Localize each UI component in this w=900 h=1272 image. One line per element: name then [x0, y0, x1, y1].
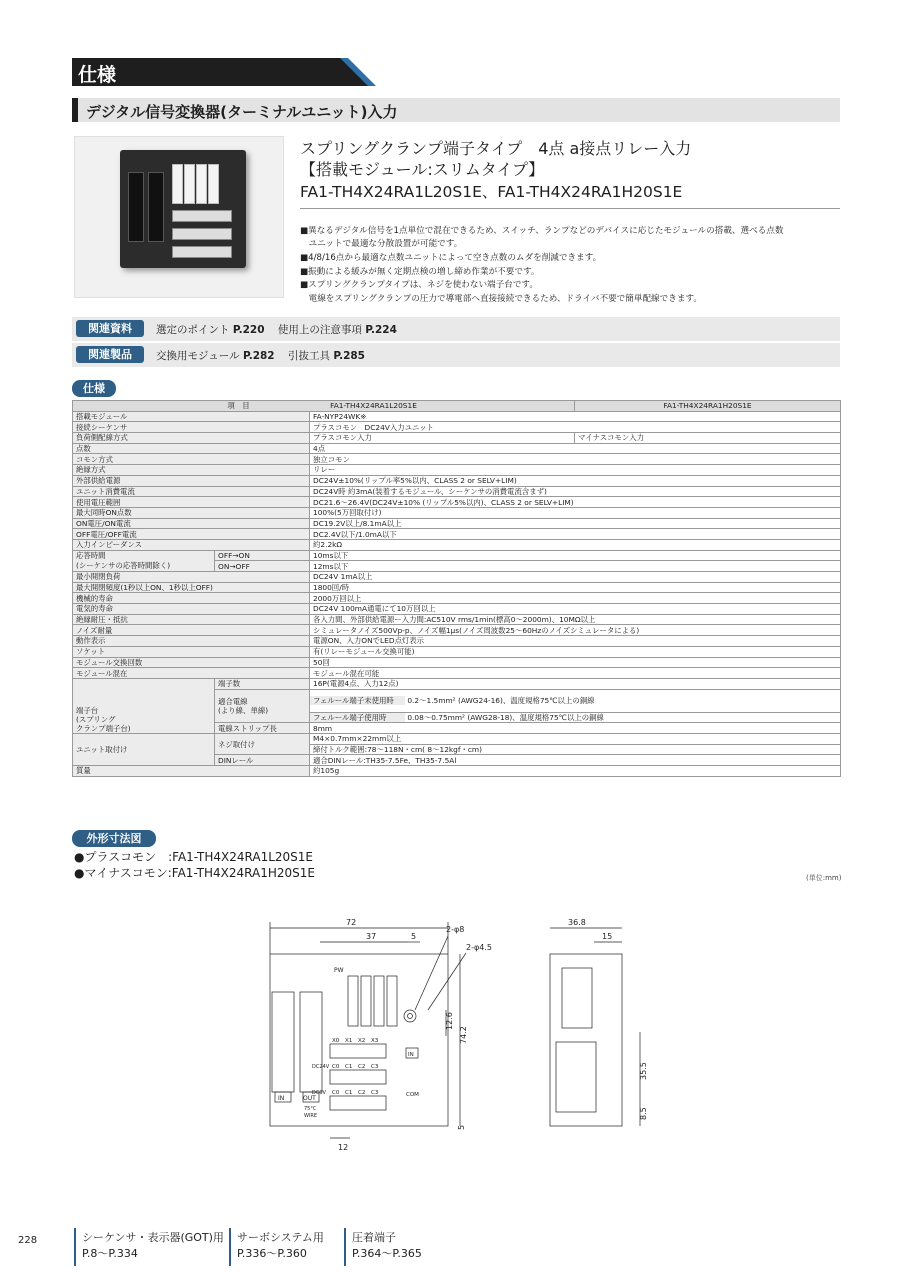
table-row: 応答時間 OFF→ON 10ms以下	[73, 550, 841, 561]
footer-divider	[229, 1228, 231, 1266]
table-row: 外部供給電源 DC24V±10%(リップル率5%以内、CLASS 2 or SELV+LIM)	[73, 475, 841, 486]
svg-text:15: 15	[602, 932, 613, 941]
table-row: 絶縁方式 リレー	[73, 465, 841, 476]
title-rule	[300, 208, 840, 209]
table-row: 電気的寿命 DC24V 100mA通電にて10万回以上	[73, 604, 841, 615]
svg-text:X3: X3	[371, 1038, 379, 1044]
page-title: 仕様	[78, 64, 117, 86]
svg-text:C3: C3	[371, 1064, 379, 1070]
svg-text:C3: C3	[371, 1090, 379, 1096]
section-title: デジタル信号変換器(ターミナルユニット)入力	[86, 103, 398, 121]
related-products-page1[interactable]: P.282	[242, 350, 275, 362]
svg-text:74.2: 74.2	[459, 1026, 468, 1044]
footer-divider	[344, 1228, 346, 1266]
feature-bullet: 電線をスプリングクランプの圧力で導電部へ直接接続できるため、ドライバ不要で簡単配線できます。	[300, 294, 702, 304]
related-docs-label2: 使用上の注意事項	[277, 324, 362, 336]
footer-item-pages[interactable]: P.336～P.360	[237, 1247, 307, 1260]
related-docs-page2[interactable]: P.224	[365, 324, 397, 336]
header-band	[72, 58, 372, 86]
connector-in-outline	[272, 992, 294, 1092]
table-row: ON電圧/ON電流 DC19.2V以上/8.1mA以上	[73, 518, 841, 529]
svg-text:IN: IN	[278, 1095, 285, 1102]
table-row: (シーケンサの応答時間除く) ON→OFF 12ms以下	[73, 561, 841, 572]
dim-text: 2-φ8	[446, 925, 465, 934]
table-row: 搭載モジュール FA-NYP24WK※	[73, 411, 841, 422]
table-row: 負荷側配線方式 プラスコモン入力 マイナスコモン入力	[73, 433, 841, 444]
footer-item-label[interactable]: 圧着端子	[352, 1231, 396, 1244]
table-row: 適合電線 (より線、単線) フェルール端子未使用時 0.2～1.5mm² (AWG24-16)、温度規格75℃以上の銅線	[73, 689, 841, 712]
table-row: OFF電圧/OFF電流 DC2.4V以下/1.0mA以下	[73, 529, 841, 540]
relay-module	[172, 164, 183, 204]
dims-model-minus: ●マイナスコモン:FA1-TH4X24RA1H20S1E	[74, 866, 315, 880]
related-products-label1: 交換用モジュール	[156, 350, 240, 362]
svg-text:5: 5	[457, 1124, 466, 1130]
svg-text:COM: COM	[406, 1092, 419, 1098]
dim-text: 72	[346, 918, 357, 927]
terminal-row	[172, 210, 232, 222]
related-docs-text	[156, 322, 397, 337]
feature-bullet: ■異なるデジタル信号を1点単位で混在できるため、スイッチ、ランプなどのデバイスに応じたモジュールの搭載、選べる点数	[300, 226, 784, 236]
related-docs-page1[interactable]: P.220	[232, 324, 265, 336]
table-row: ノイズ耐量 シミュレータノイズ500Vp-p、ノイズ幅1μs(ノイズ周波数25～60Hzのノイズシミュレータによる)	[73, 625, 841, 636]
svg-text:12: 12	[338, 1143, 349, 1152]
feature-bullet: ■4/8/16点から最適な点数ユニットによって空き点数のムダを削減できます。	[300, 253, 602, 263]
table-row: 使用電圧範囲 DC21.6～26.4V(DC24V±10% (リップル5%以内)、CLASS 2 or SELV+LIM)	[73, 497, 841, 508]
table-row: ユニット消費電流 DC24V時 約3mA(装着するモジュール、シーケンサの消費電流含まず)	[73, 486, 841, 497]
dim-text: 5	[411, 932, 417, 941]
page-number: 228	[18, 1235, 38, 1246]
related-products-page2[interactable]: P.285	[333, 350, 365, 362]
related-products-label2: 引抜工具	[287, 350, 330, 362]
svg-text:35.5: 35.5	[639, 1062, 648, 1080]
table-row: 電線ストリップ長 8mm	[73, 723, 841, 734]
terminal-block-group: 端子台 (スプリング クランプ端子台)	[73, 678, 215, 733]
table-row: 点数 4点	[73, 443, 841, 454]
table-row: モジュール混在 モジュール混在可能	[73, 668, 841, 679]
svg-text:DC0V: DC0V	[312, 1090, 326, 1096]
svg-text:IN: IN	[408, 1052, 414, 1058]
feature-bullet: ■スプリングクランプタイプは、ネジを使わない端子台です。	[300, 280, 538, 290]
table-row: 締付トルク範囲:78～118N・cm( 8～12kgf・cm)	[73, 744, 841, 755]
related-products-tag: 関連製品	[76, 346, 144, 363]
table-row: 最大開閉頻度(1秒以上ON、1秒以上OFF) 1800回/時	[73, 582, 841, 593]
dim-text: 2-φ4.5	[466, 943, 492, 952]
related-docs-label1: 選定のポイント	[156, 324, 230, 336]
relay-module	[196, 164, 207, 204]
related-products-text	[156, 348, 365, 363]
table-row: 最小開閉負荷 DC24V 1mA以上	[73, 572, 841, 583]
dimension-drawing	[250, 912, 670, 1162]
footer-divider	[74, 1228, 76, 1266]
product-title-line2: 【搭載モジュール:スリムタイプ】	[300, 160, 545, 179]
table-row: 絶縁耐圧・抵抗 各入力間、外部供給電源ー入力間:AC510V rms/1min(標高0～2000m)、10MΩ以上	[73, 614, 841, 625]
product-title-line1: スプリングクランプ端子タイプ 4点 a接点リレー入力	[300, 139, 692, 158]
svg-text:PW: PW	[334, 967, 344, 974]
table-row: 動作表示 電源ON、入力ONでLED点灯表示	[73, 636, 841, 647]
relay-module	[208, 164, 219, 204]
section-heading-marker	[72, 98, 78, 122]
svg-text:12.6: 12.6	[445, 1012, 454, 1030]
svg-text:8.5: 8.5	[639, 1107, 648, 1120]
table-row: 質量 約105g	[73, 765, 841, 776]
spec-table	[72, 400, 841, 777]
spec-col-item: 項 目 FA1-TH4X24RA1L20S1E	[73, 401, 575, 412]
footer-item-pages[interactable]: P.8～P.334	[82, 1247, 138, 1260]
dims-label: 外形寸法図	[72, 830, 156, 847]
dims-model-plus: ●プラスコモン :FA1-TH4X24RA1L20S1E	[74, 850, 313, 864]
table-row: 入力インピーダンス 約2.2kΩ	[73, 539, 841, 550]
connector-out	[148, 172, 164, 242]
feature-bullet: ユニットで最適な分散設置が可能です。	[300, 239, 463, 249]
terminal-row	[172, 246, 232, 258]
spec-header-row	[73, 401, 841, 412]
table-row: 端子台 (スプリング クランプ端子台) 端子数 16P(電源4点、入力12点)	[73, 678, 841, 689]
svg-text:X0: X0	[332, 1038, 340, 1044]
svg-text:75°C: 75°C	[304, 1106, 317, 1112]
svg-text:C0: C0	[332, 1064, 340, 1070]
table-row: コモン方式 独立コモン	[73, 454, 841, 465]
svg-text:C2: C2	[358, 1090, 366, 1096]
connector-out-outline	[300, 992, 322, 1092]
dim-text: 37	[366, 932, 377, 941]
svg-text:WIRE: WIRE	[304, 1113, 318, 1119]
svg-text:X2: X2	[358, 1038, 366, 1044]
side-outline	[550, 954, 622, 1126]
footer-item-pages[interactable]: P.364～P.365	[352, 1247, 422, 1260]
relay-module	[184, 164, 195, 204]
table-row: DINレール 適合DINレール:TH35-7.5Fe、TH35-7.5Al	[73, 755, 841, 766]
spec-col-b: FA1-TH4X24RA1H20S1E	[575, 401, 841, 412]
footer-item-label[interactable]: サーボシステム用	[237, 1231, 324, 1244]
terminal-row	[172, 228, 232, 240]
table-row: 接続シーケンサ プラスコモン DC24V入力ユニット	[73, 422, 841, 433]
unit-note: (単位:mm)	[806, 874, 842, 882]
feature-bullet: ■振動による緩みが無く定期点検の増し締め作業が不要です。	[300, 267, 540, 277]
footer-item-label[interactable]: シーケンサ・表示器(GOT)用	[82, 1231, 224, 1244]
svg-text:DC24V: DC24V	[312, 1064, 330, 1070]
svg-text:C2: C2	[358, 1064, 366, 1070]
svg-text:OUT: OUT	[303, 1095, 316, 1102]
table-row: ユニット取付け ネジ取付け M4×0.7mm×22mm以上	[73, 733, 841, 744]
svg-text:C0: C0	[332, 1090, 340, 1096]
table-row: ソケット 有(リレーモジュール交換可能)	[73, 646, 841, 657]
terminal-unit-image	[120, 150, 246, 268]
svg-text:36.8: 36.8	[568, 918, 586, 927]
svg-text:X1: X1	[345, 1038, 353, 1044]
svg-text:C1: C1	[345, 1064, 353, 1070]
table-row: 機械的寿命 2000万回以上	[73, 593, 841, 604]
svg-text:C1: C1	[345, 1090, 353, 1096]
table-row: 最大同時ON点数 100%(5万回取付け)	[73, 507, 841, 518]
spec-label: 仕様	[72, 380, 116, 397]
product-models: FA1-TH4X24RA1L20S1E、FA1-TH4X24RA1H20S1E	[300, 183, 683, 201]
connector-in	[128, 172, 144, 242]
table-row: フェルール端子使用時 0.08～0.75mm² (AWG28-18)、温度規格75℃以上の銅線	[73, 712, 841, 723]
table-row: モジュール交換回数 50回	[73, 657, 841, 668]
related-docs-tag: 関連資料	[76, 320, 144, 337]
